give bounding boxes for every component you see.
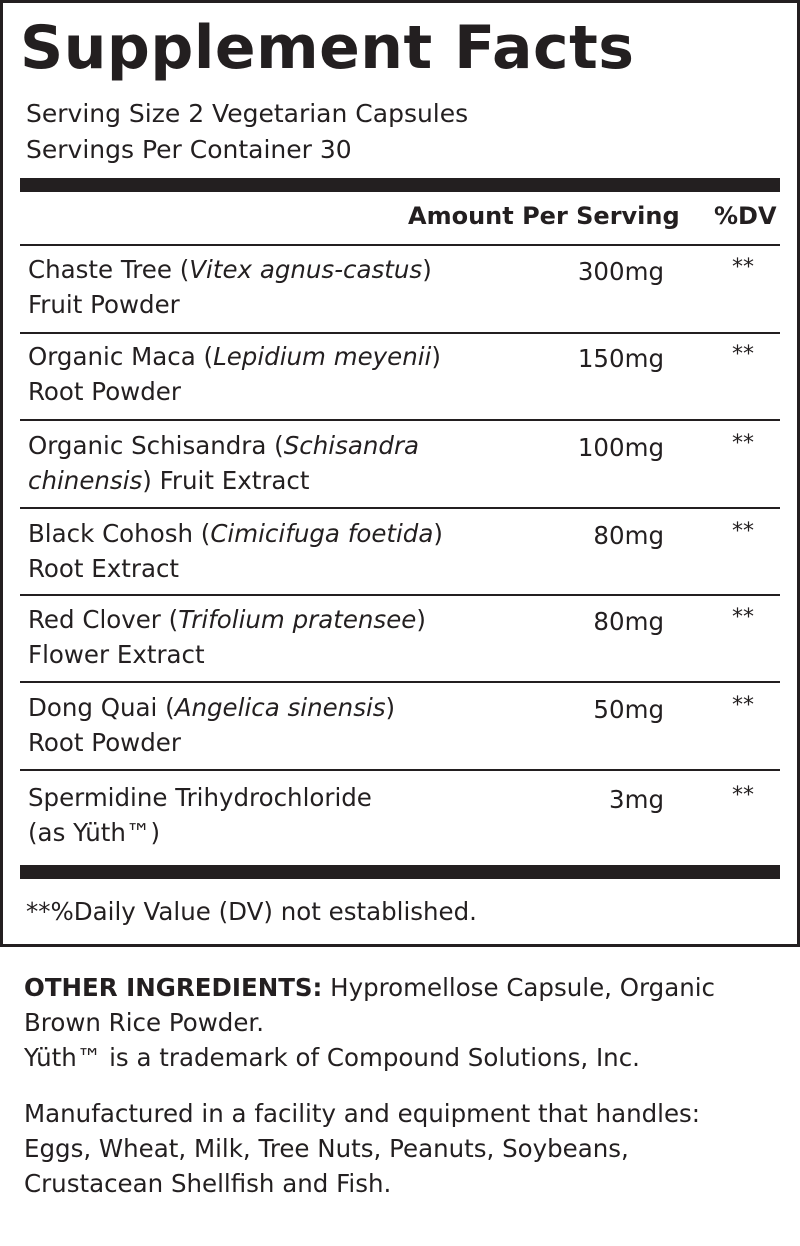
ingredient-name: Organic Schisandra (Schisandra chinensis) Fruit Extract	[28, 431, 420, 495]
thick-divider-bottom	[20, 865, 780, 879]
other-ingredients: OTHER INGREDIENTS: Hypromellose Capsule, Organic Brown Rice Powder. Yüth™ is a trademark of Compound Solutions, Inc.	[24, 973, 716, 1072]
divider	[20, 244, 780, 246]
divider	[20, 507, 780, 509]
dv-header: %DV	[714, 202, 777, 230]
dv-footnote: **%Daily Value (DV) not established.	[26, 897, 477, 926]
ingredient-amount: 300mg	[577, 257, 664, 286]
ingredient-dv: **	[732, 342, 754, 367]
panel-title: Supplement Facts	[20, 13, 635, 83]
other-ingredients-label: OTHER INGREDIENTS:	[24, 973, 323, 1002]
ingredient-dv: **	[732, 605, 754, 630]
ingredient-amount: 80mg	[593, 521, 664, 550]
allergen-statement: Manufactured in a facility and equipment that handles: Eggs, Wheat, Milk, Tree Nuts, Peanuts, Soybeans, Crustacean Shellfish and Fish.	[24, 1099, 701, 1198]
serving-size: Serving Size 2 Vegetarian Capsules	[26, 99, 469, 128]
ingredient-name: Organic Maca (Lepidium meyenii) Root Powder	[28, 342, 441, 406]
divider	[20, 681, 780, 683]
ingredient-amount: 150mg	[577, 344, 664, 373]
thick-divider-top	[20, 178, 780, 192]
ingredient-name: Black Cohosh (Cimicifuga foetida) Root Extract	[28, 519, 443, 583]
ingredient-name: Red Clover (Trifolium pratensee) Flower Extract	[28, 605, 426, 669]
amount-per-serving-header: Amount Per Serving	[408, 202, 680, 230]
divider	[20, 332, 780, 334]
ingredient-dv: **	[732, 519, 754, 544]
ingredient-amount: 3mg	[608, 785, 664, 814]
ingredient-dv: **	[732, 431, 754, 456]
ingredient-name: Chaste Tree (Vitex agnus-castus) Fruit Powder	[28, 255, 432, 319]
servings-per-container: Servings Per Container 30	[26, 135, 352, 164]
ingredient-name: Spermidine Trihydrochloride (as Yüth™)	[28, 783, 372, 847]
ingredient-amount: 100mg	[577, 433, 664, 462]
ingredient-amount: 80mg	[593, 607, 664, 636]
trademark-statement: Yüth™ is a trademark of Compound Solutions, Inc.	[24, 1043, 640, 1072]
ingredient-dv: **	[732, 693, 754, 718]
ingredient-dv: **	[732, 255, 754, 280]
ingredient-name: Dong Quai (Angelica sinensis) Root Powder	[28, 693, 396, 757]
divider	[20, 594, 780, 596]
ingredient-dv: **	[732, 783, 754, 808]
divider	[20, 419, 780, 421]
ingredient-amount: 50mg	[593, 695, 664, 724]
divider	[20, 769, 780, 771]
